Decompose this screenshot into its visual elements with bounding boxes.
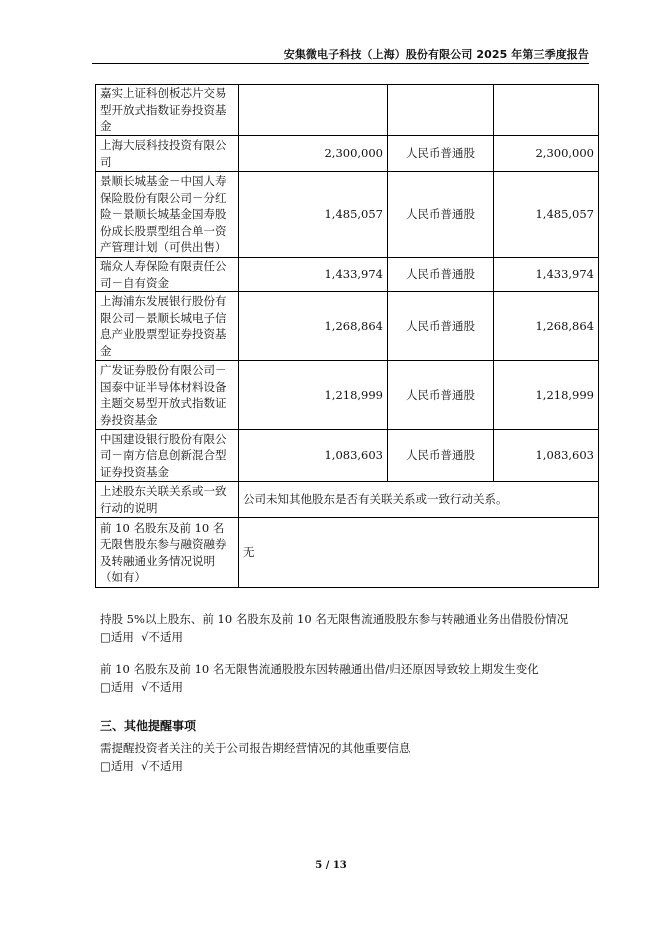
- share-count-cell: 1,433,974: [494, 258, 599, 292]
- shares-cell: 1,433,974: [239, 258, 388, 292]
- section-title: 三、其他提醒事项: [100, 719, 197, 733]
- applicability-checkbox: □适用 √不适用: [100, 759, 184, 773]
- table-row: [96, 136, 599, 172]
- holder-name-cell: 中国建设银行股份有限公司－南方信息创新混合型证券投资基金: [96, 430, 239, 482]
- note-label-cell: 上述股东关联关系或一致行动的说明: [96, 482, 239, 518]
- applicability-checkbox: □适用 √不适用: [100, 680, 184, 694]
- shares-cell: 1,218,999: [239, 361, 388, 430]
- report-header: 安集微电子科技（上海）股份有限公司 2025 年第三季度报告: [283, 48, 589, 61]
- related-party-note-row: [96, 482, 599, 518]
- applicability-checkbox: □适用 √不适用: [100, 630, 184, 644]
- shares-cell: 1,083,603: [239, 430, 388, 482]
- shares-cell: 1,485,057: [239, 172, 388, 258]
- note-label-cell: 前 10 名股东及前 10 名无限售股东参与融资融券及转融通业务情况说明（如有）: [96, 518, 239, 588]
- table-row: [96, 361, 599, 430]
- other-reminders-text: 需提醒投资者关注的关于公司报告期经营情况的其他重要信息: [100, 741, 411, 755]
- holder-name-cell: 上海浦东发展银行股份有限公司－景顺长城电子信息产业股票型证券投资基金: [96, 292, 239, 361]
- share-count-cell: 1,485,057: [494, 172, 599, 258]
- note-text-cell: 公司未知其他股东是否有关联关系或一致行动关系。: [239, 482, 599, 518]
- share-count-cell: 1,268,864: [494, 292, 599, 361]
- header-divider: [92, 63, 589, 64]
- share-class-cell: 人民币普通股: [388, 292, 494, 361]
- share-class-cell: 人民币普通股: [388, 258, 494, 292]
- holder-name-cell: 上海大辰科技投资有限公司: [96, 136, 239, 172]
- share-class-cell: 人民币普通股: [388, 430, 494, 482]
- holder-name-cell: 广发证券股份有限公司－国泰中证半导体材料设备主题交易型开放式指数证券投资基金: [96, 361, 239, 430]
- note-text-cell: 无: [239, 518, 599, 588]
- margin-trading-note-row: [96, 518, 599, 588]
- lending-disclosure: [100, 610, 568, 646]
- other-reminders: [100, 739, 411, 775]
- share-count-cell: 1,083,603: [494, 430, 599, 482]
- page-number: 5 / 13: [315, 860, 347, 871]
- table-row: [96, 430, 599, 482]
- share-class-cell: 人民币普通股: [388, 361, 494, 430]
- holder-name-cell: 瑞众人寿保险有限责任公司－自有资金: [96, 258, 239, 292]
- share-class-cell: 人民币普通股: [388, 136, 494, 172]
- holder-name-cell: 嘉实上证科创板芯片交易型开放式指数证券投资基金: [96, 85, 239, 136]
- lending-change-text: 前 10 名股东及前 10 名无限售流通股股东因转融通出借/归还原因导致较上期发生变化: [100, 662, 539, 676]
- lending-change-disclosure: [100, 660, 539, 696]
- holder-name-cell: 景顺长城基金－中国人寿保险股份有限公司－分红险－景顺长城基金国寿股份成长股票型组合单一资产管理计划（可供出售）: [96, 172, 239, 258]
- share-count-cell: [494, 85, 599, 136]
- shareholders-table: [95, 84, 599, 588]
- table-row: [96, 172, 599, 258]
- share-count-cell: 1,218,999: [494, 361, 599, 430]
- share-class-cell: [388, 85, 494, 136]
- table-row: [96, 258, 599, 292]
- shares-cell: [239, 85, 388, 136]
- lending-disclosure-text: 持股 5%以上股东、前 10 名股东及前 10 名无限售流通股股东参与转融通业务出借股份情况: [100, 612, 569, 626]
- table-row: [96, 292, 599, 361]
- shares-cell: 2,300,000: [239, 136, 388, 172]
- share-class-cell: 人民币普通股: [388, 172, 494, 258]
- table-row: [96, 85, 599, 136]
- share-count-cell: 2,300,000: [494, 136, 599, 172]
- shares-cell: 1,268,864: [239, 292, 388, 361]
